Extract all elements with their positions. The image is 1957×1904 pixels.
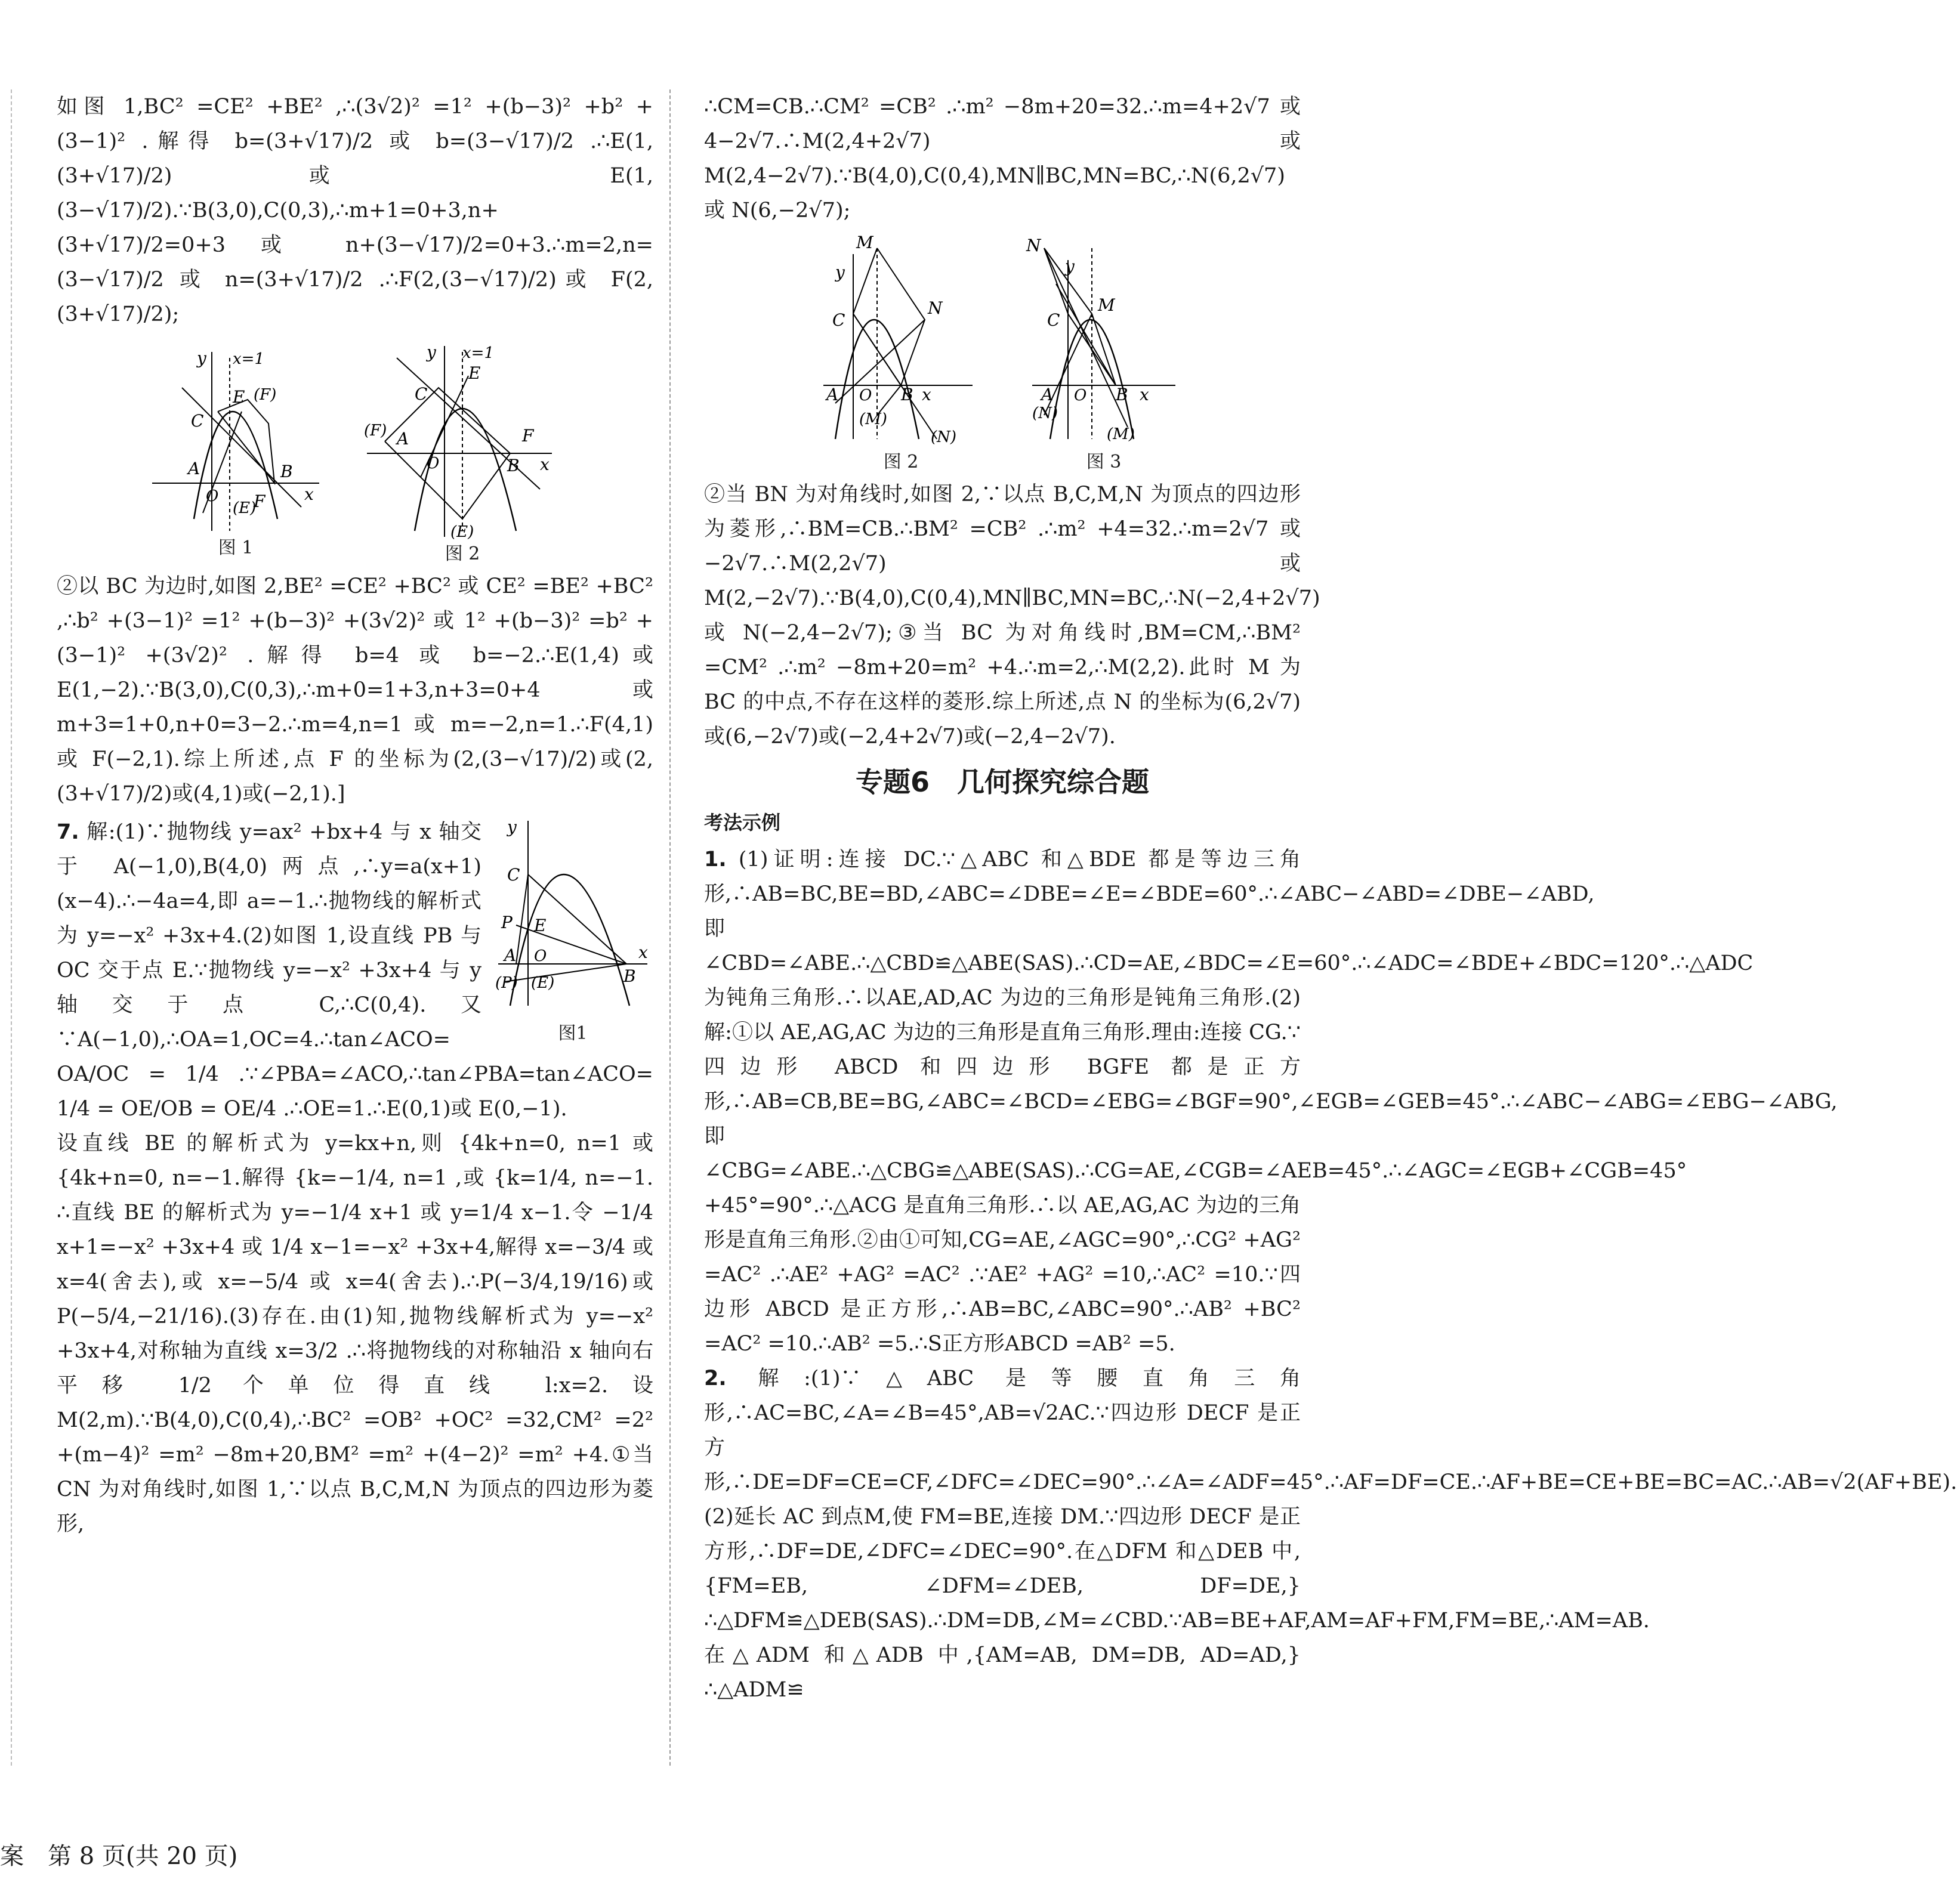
left-column [57,89,653,1541]
svg-text:C: C [507,865,520,885]
left-paragraph-2: ②以 BC 为边时,如图 2,BE² =CE² +BC² 或 CE² =BE² +BC² ,∴b² +(3−1)² =1² +(b−3)² +(3√2)² 或 1² +(b−3)² =b² +(3−1)² +(3√2)² .解得 b=4 或 b=−2.∴E(1,4)或 E(1,−2).∵B(3,0),C(0,3),∴m+0=1+3,n+3=0+4 或 m+3=1+0,n+0=3−2.∴m=4,n=1 或 m=−2,n=1.∴F(4,1)或 F(−2,1).综上所述,点 F 的坐标为(2,(3−√17)/2)或(2,(3+√17)/2)或(4,1)或(−2,1).] [57,574,653,806]
svg-text:M: M [1098,295,1115,315]
svg-text:(N): (N) [931,428,957,446]
right-paragraph-1: ∴CM=CB.∴CM² =CB² .∴m² −8m+20=32.∴m=4+2√7 或 4−2√7.∴M(2,4+2√7)或 M(2,4−2√7).∵B(4,0),C(0,4),MN∥BC,MN=BC,∴N(6,2√7)或 N(6,−2√7); [704,95,1301,222]
question-7-figure-caption: 图1 [558,1023,588,1044]
svg-text:(E): (E) [450,523,474,541]
figure-right-2-caption: 图 2 [883,452,919,472]
right-column [704,89,1957,1707]
right-paragraph-2: ②当 BN 为对角线时,如图 2,∵以点 B,C,M,N 为顶点的四边形为菱形,∴BM=CB.∴BM² =CB² .∴m² +4=32.∴m=2√7 或−2√7.∴M(2,2√7)或 M(2,−2√7).∵B(4,0),C(0,4),MN∥BC,MN=BC,∴N(−2,4+2√7)或 N(−2,4−2√7);③当 BC 为对角线时,BM=CM,∴BM² =CM² .∴m² −8m+20=m² +4.∴m=2,∴M(2,2).此时 M 为 BC 的中点,不存在这样的菱形.综上所述,点 N 的坐标为(6,2√7)或(6,−2√7)或(−2,4+2√7)或(−2,4−2√7). [704,483,1320,749]
left-figures-row [57,340,653,565]
question-7-graph [492,815,653,1012]
svg-text:x: x [638,942,648,962]
svg-text:(F): (F) [364,422,387,440]
svg-text:F: F [254,492,266,511]
question-2 [704,1361,1957,1707]
svg-text:(P): (P) [495,974,518,992]
svg-text:y: y [1065,256,1075,276]
question-7 [57,815,653,1541]
svg-text:y: y [835,262,845,282]
svg-text:C: C [832,310,845,330]
page-footer: 案 第 8 页(共 20 页) [0,1843,238,1870]
svg-text:E: E [468,363,481,383]
svg-text:N: N [928,298,943,318]
svg-text:(E): (E) [233,499,257,517]
question-1-number: 1. [704,848,727,871]
figure-right-2-graph [817,233,984,451]
figure-2-graph [361,340,564,543]
svg-text:C: C [415,384,428,404]
column-divider [669,89,671,1766]
svg-text:(N): (N) [1032,404,1058,422]
svg-text:P: P [501,913,513,932]
question-7-number: 7. [57,820,79,844]
figure-right-3 [1020,236,1187,474]
question-1-text: (1)证明:连接 DC.∵△ABC 和△BDE 都是等边三角形,∴AB=BC,BE=BD,∠ABC=∠DBE=∠E=∠BDE=60°.∴∠ABC−∠ABD=∠DBE−∠ABD,即∠CBD=∠ABE.∴△CBD≌△ABE(SAS).∴CD=AE,∠BDC=∠E=60°.∴∠ADC=∠BDE+∠BDC=120°.∴△ADC 为钝角三角形.∴以AE,AD,AC 为边的三角形是钝角三角形.(2)解:①以 AE,AG,AC 为边的三角形是直角三角形.理由:连接 CG.∵四边形 ABCD 和四边形 BGFE 都是正方形,∴AB=CB,BE=BG,∠ABC=∠BCD=∠EBG=∠BGF=90°,∠EGB=∠GEB=45°.∴∠ABC−∠ABG=∠EBG−∠ABG,即∠CBG=∠ABE.∴△CBG≌△ABE(SAS).∴CG=AE,∠CGB=∠AEB=45°.∴∠AGC=∠EGB+∠CGB=45°+45°=90°.∴△ACG 是直角三角形.∴以 AE,AG,AC 为边的三角形是直角三角形.②由①可知,CG=AE,∠AGC=90°,∴CG² +AG² =AC² .∴AE² +AG² =AC² .∵AE² +AG² =10,∴AC² =10.∵四边形 ABCD 是正方形,∴AB=BC,∠ABC=90°.∴AB² +BC² =AC² =10.∴AB² =5.∴S正方形ABCD =AB² =5. [704,848,1838,1356]
figure-right-2 [817,233,984,474]
svg-text:A: A [504,945,517,965]
question-7-part-b: 设直线 BE 的解析式为 y=kx+n,则 {4k+n=0, n=1 或 {4k+n=0, n=−1.解得 {k=−1/4, n=1 ,或 {k=1/4, n=−1. ∴直线 BE 的解析式为 y=−1/4 x+1 或 y=1/4 x−1.令 −1/4 x+1=−x² +3x+4 或 1/4 x−1=−x² +3x+4,解得 x=−3/4 或 x=4(舍去),或 x=−5/4 或 x=4(舍去).∴P(−3/4,19/16)或 P(−5/4,−21/16).(3)存在.由(1)知,抛物线解析式为 y=−x² +3x+4,对称轴为直线 x=3/2 .∴将抛物线的对称轴沿 x 轴向右平移 1/2 个单位得直线 l:x=2.设 M(2,m).∵B(4,0),C(0,4),∴BC² =OB² +OC² =32,CM² =2² +(m−4)² =m² −8m+20,BM² =m² +(4−2)² =m² +4.①当 CN 为对角线时,如图 1,∵以点 B,C,M,N 为顶点的四边形为菱形, [57,1132,653,1536]
svg-text:x=1: x=1 [462,344,494,362]
svg-text:E: E [233,387,245,407]
right-figures-row [704,233,1301,474]
svg-text:B: B [280,462,293,481]
svg-text:A: A [1041,385,1054,404]
svg-text:B: B [901,385,913,404]
svg-text:y: y [197,348,206,368]
question-7-text-a: 解:(1)∵抛物线 y=ax² +bx+4 与 x 轴交于 A(−1,0),B(4,0)两点,∴y=a(x+1)(x−4).∴−4a=4,即 a=−1.∴抛物线的解析式为 y=−x² +3x+4.(2)如图 1,设直线 PB 与 OC 交于点 E.∵抛物线 y=−x² +3x+4 与 y 轴交于点 C,∴C(0,4).又∵A(−1,0),∴OA=1,OC=4.∴tan∠ACO= OA/OC = 1/4 .∵∠PBA=∠ACO,∴tan∠PBA=tan∠ACO= 1/4 = OE/OB = OE/4 .∴OE=1.∴E(0,1)或 E(0,−1). [57,820,653,1121]
figure-1-caption: 图 1 [218,537,254,558]
figure-1 [146,340,325,565]
svg-text:O: O [427,455,440,472]
svg-text:(M): (M) [1107,425,1135,443]
svg-text:(M): (M) [859,410,887,428]
section-title: 专题6 几何探究综合题 [855,766,1149,798]
svg-text:E: E [534,916,547,935]
svg-text:x: x [1140,385,1149,404]
svg-text:F: F [522,426,534,446]
svg-text:x: x [922,385,931,404]
figure-2 [361,340,564,565]
svg-text:O: O [1074,387,1087,404]
question-1 [704,842,1838,1361]
figure-right-3-caption: 图 3 [1086,452,1122,472]
figure-2-caption: 图 2 [445,543,480,564]
svg-text:y: y [507,817,517,837]
svg-text:A: A [188,459,200,478]
svg-text:x: x [540,455,550,474]
svg-text:B: B [507,456,520,475]
left-paragraph-1: 如图 1,BC² =CE² +BE² ,∴(3√2)² =1² +(b−3)² +b² +(3−1)² .解得 b=(3+√17)/2 或 b=(3−√17)/2 .∴E(1,(3+√17)/2)或 E(1,(3−√17)/2).∵B(3,0),C(0,3),∴m+1=0+3,n+(3+√17)/2=0+3 或 n+(3−√17)/2=0+3.∴m=2,n=(3−√17)/2 或 n=(3+√17)/2 .∴F(2,(3−√17)/2)或 F(2,(3+√17)/2); [57,95,653,326]
figure-right-3-graph [1020,236,1187,451]
svg-text:(E): (E) [531,974,555,992]
svg-text:B: B [1116,385,1128,404]
left-margin-line [11,89,12,1766]
question-2-number: 2. [704,1367,727,1390]
svg-text:C: C [1047,310,1060,330]
figure-1-graph [146,340,325,537]
svg-text:x: x [304,484,314,504]
svg-text:y: y [427,342,436,362]
svg-text:N: N [1026,236,1041,255]
svg-text:A: A [397,429,409,449]
svg-text:M: M [856,233,873,252]
question-7-figure [492,815,653,1045]
svg-text:x=1: x=1 [233,350,264,368]
svg-text:(F): (F) [254,386,277,404]
svg-text:A: A [826,385,839,404]
section-kicker: 考法示例 [704,811,781,834]
svg-text:O: O [859,387,872,404]
svg-text:O: O [206,487,219,505]
svg-text:O: O [534,947,547,965]
question-2-text: 解:(1)∵△ABC 是等腰直角三角形,∴AC=BC,∠A=∠B=45°,AB=√2AC.∵四边形 DECF 是正方形,∴DE=DF=CE=CF,∠DFC=∠DEC=90°.∴∠A=∠ADF=45°.∴AF=DF=CE.∴AF+BE=CE+BE=BC=AC.∴AB=√2(AF+BE).(2)延长 AC 到点M,使 FM=BE,连接 DM.∵四边形 DECF 是正方形,∴DF=DE,∠DFC=∠DEC=90°.在△DFM 和△DEB 中,{FM=EB, ∠DFM=∠DEB, DF=DE,} ∴△DFM≌△DEB(SAS).∴DM=DB,∠M=∠CBD.∵AB=BE+AF,AM=AF+FM,FM=BE,∴AM=AB.在△ADM 和△ADB 中,{AM=AB, DM=DB, AD=AD,} ∴△ADM≌ [704,1367,1957,1702]
svg-text:B: B [623,966,636,986]
svg-text:C: C [191,411,204,431]
